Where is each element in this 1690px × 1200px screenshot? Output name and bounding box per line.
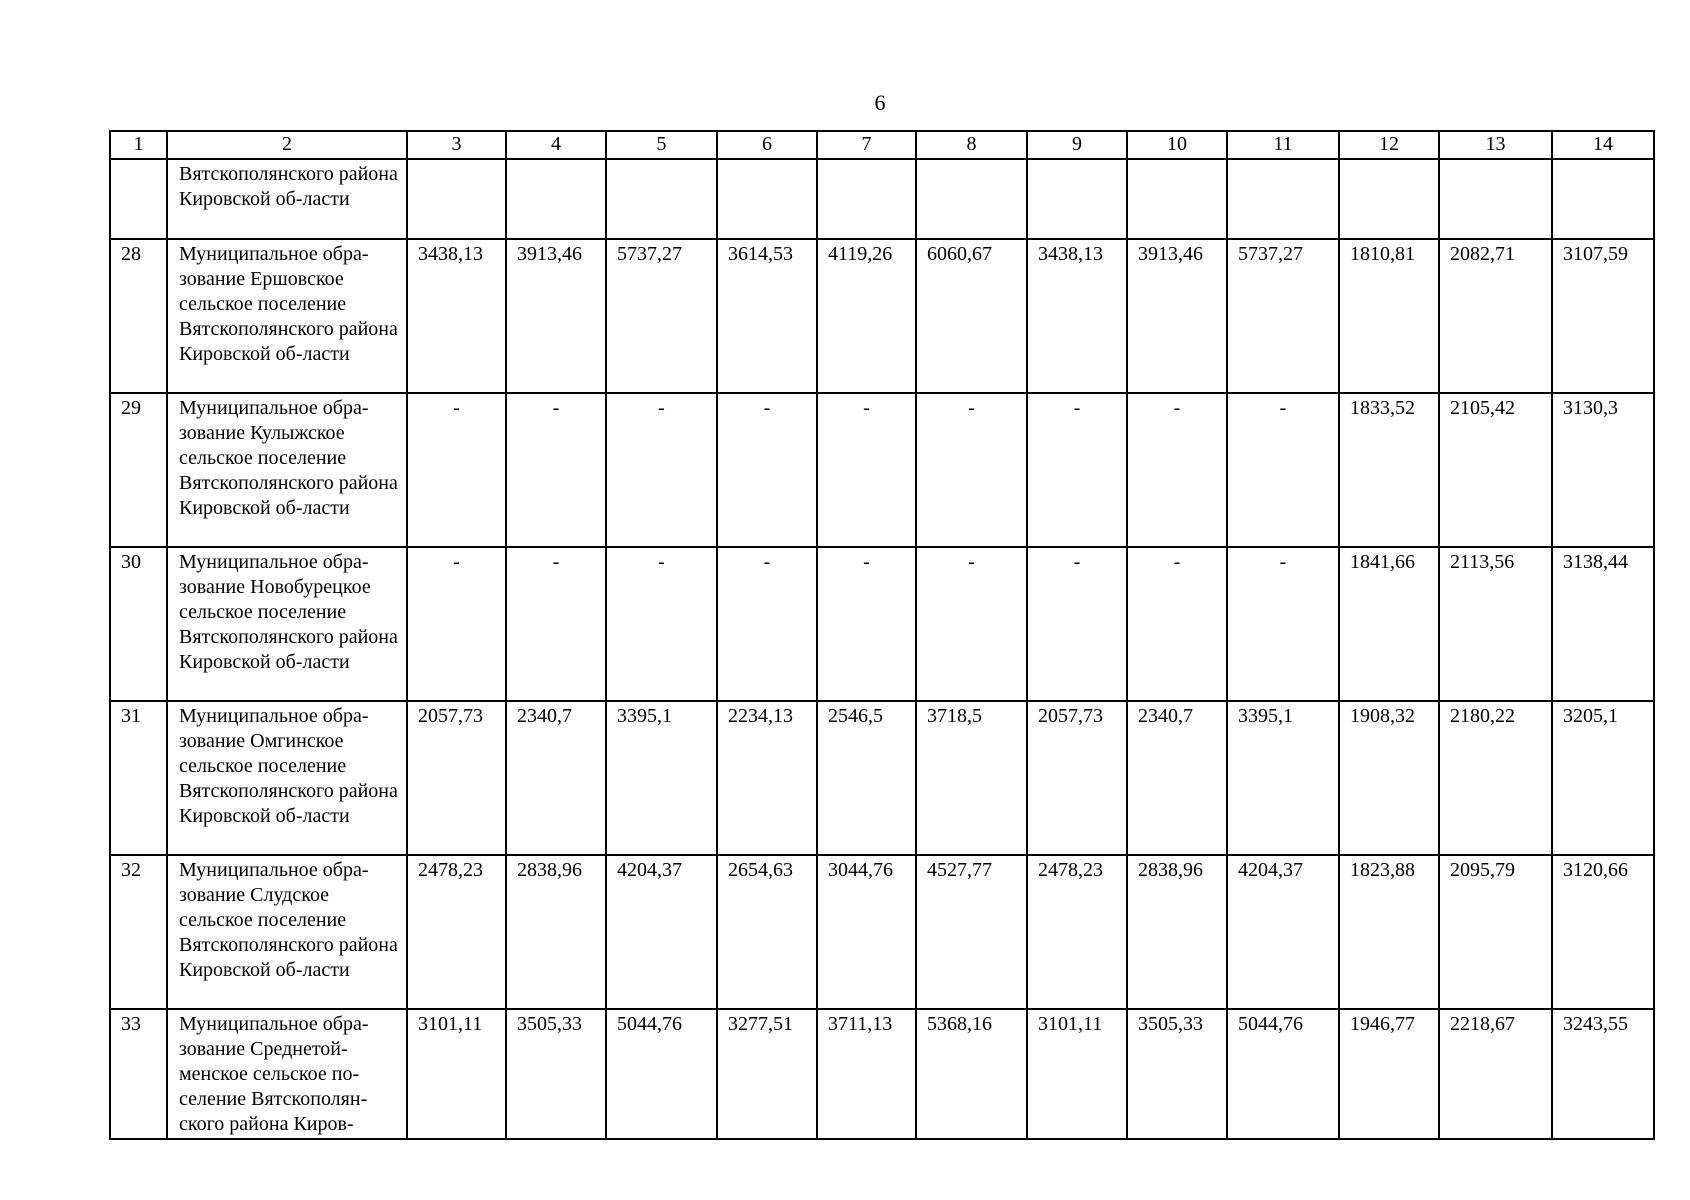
value-cell: 2838,96: [1127, 855, 1227, 1009]
table-row: [110, 239, 1654, 393]
value-cell: [1027, 159, 1127, 239]
municipality-name: Муниципальное обра-зование Слудское сельское поселение Вятскополянского района Кировской об-ласти: [167, 855, 407, 1009]
value-cell: 3438,13: [407, 239, 506, 393]
value-cell: 3205,1: [1552, 701, 1654, 855]
value-cell: 2057,73: [407, 701, 506, 855]
value-cell: 3711,13: [817, 1009, 916, 1139]
value-cell: 2218,67: [1439, 1009, 1552, 1139]
value-cell: 2234,13: [717, 701, 817, 855]
value-cell: -: [1127, 547, 1227, 701]
column-header: 13: [1439, 131, 1552, 159]
table-row: [110, 701, 1654, 855]
value-cell: 3277,51: [717, 1009, 817, 1139]
value-cell: 2340,7: [1127, 701, 1227, 855]
tariff-table: [109, 130, 1655, 1140]
value-cell: [1339, 159, 1439, 239]
column-header: 10: [1127, 131, 1227, 159]
value-cell: -: [407, 547, 506, 701]
value-cell: 3438,13: [1027, 239, 1127, 393]
value-cell: [1552, 159, 1654, 239]
column-header: 6: [717, 131, 817, 159]
value-cell: -: [407, 393, 506, 547]
value-cell: 4204,37: [606, 855, 717, 1009]
table-row: [110, 393, 1654, 547]
value-cell: 2180,22: [1439, 701, 1552, 855]
row-number: 30: [110, 547, 167, 701]
value-cell: 3395,1: [606, 701, 717, 855]
value-cell: 3718,5: [916, 701, 1027, 855]
value-cell: -: [817, 393, 916, 547]
value-cell: 2654,63: [717, 855, 817, 1009]
table-header-row: [110, 131, 1654, 159]
value-cell: 5737,27: [606, 239, 717, 393]
value-cell: 1810,81: [1339, 239, 1439, 393]
column-header: 4: [506, 131, 606, 159]
column-header: 11: [1227, 131, 1339, 159]
page-number: 6: [874, 90, 886, 115]
value-cell: [1439, 159, 1552, 239]
value-cell: 1946,77: [1339, 1009, 1439, 1139]
column-header: 2: [167, 131, 407, 159]
value-cell: -: [1027, 547, 1127, 701]
value-cell: [916, 159, 1027, 239]
value-cell: 2082,71: [1439, 239, 1552, 393]
value-cell: [1127, 159, 1227, 239]
column-header: 1: [110, 131, 167, 159]
table-row: [110, 159, 1654, 239]
value-cell: [606, 159, 717, 239]
row-number: 31: [110, 701, 167, 855]
value-cell: -: [916, 393, 1027, 547]
value-cell: 2340,7: [506, 701, 606, 855]
municipality-name: Вятскополянского района Кировской об-ласти: [167, 159, 407, 239]
value-cell: -: [717, 547, 817, 701]
municipality-name: Муниципальное обра-зование Ершовское сельское поселение Вятскополянского района Кировской об-ласти: [167, 239, 407, 393]
value-cell: 5737,27: [1227, 239, 1339, 393]
municipality-name: Муниципальное обра-зование Новобурецкое сельское поселение Вятскополянского района Кировской об-ласти: [167, 547, 407, 701]
column-header: 5: [606, 131, 717, 159]
row-number: [110, 159, 167, 239]
value-cell: 2478,23: [407, 855, 506, 1009]
value-cell: 2113,56: [1439, 547, 1552, 701]
table-row: [110, 1009, 1654, 1139]
value-cell: 3120,66: [1552, 855, 1654, 1009]
value-cell: [1227, 159, 1339, 239]
value-cell: 1841,66: [1339, 547, 1439, 701]
table-body: [110, 159, 1654, 1139]
value-cell: 2057,73: [1027, 701, 1127, 855]
table-row: [110, 547, 1654, 701]
value-cell: 3505,33: [1127, 1009, 1227, 1139]
table-row: [110, 855, 1654, 1009]
value-cell: [506, 159, 606, 239]
value-cell: -: [606, 393, 717, 547]
value-cell: 3044,76: [817, 855, 916, 1009]
value-cell: -: [817, 547, 916, 701]
value-cell: 5044,76: [606, 1009, 717, 1139]
value-cell: 3107,59: [1552, 239, 1654, 393]
value-cell: -: [1227, 393, 1339, 547]
value-cell: 2095,79: [1439, 855, 1552, 1009]
column-header: 12: [1339, 131, 1439, 159]
column-header: 14: [1552, 131, 1654, 159]
value-cell: 3505,33: [506, 1009, 606, 1139]
value-cell: 3130,3: [1552, 393, 1654, 547]
value-cell: -: [606, 547, 717, 701]
value-cell: 3395,1: [1227, 701, 1339, 855]
value-cell: -: [506, 393, 606, 547]
value-cell: 3614,53: [717, 239, 817, 393]
value-cell: 3913,46: [506, 239, 606, 393]
value-cell: 4119,26: [817, 239, 916, 393]
value-cell: -: [916, 547, 1027, 701]
row-number: 33: [110, 1009, 167, 1139]
municipality-name: Муниципальное обра-зование Среднетой-менское сельское по-селение Вятскополян-ского района Киров-: [167, 1009, 407, 1139]
value-cell: 3913,46: [1127, 239, 1227, 393]
value-cell: [717, 159, 817, 239]
value-cell: 2105,42: [1439, 393, 1552, 547]
column-header: 8: [916, 131, 1027, 159]
value-cell: 3101,11: [1027, 1009, 1127, 1139]
row-number: 32: [110, 855, 167, 1009]
value-cell: [817, 159, 916, 239]
row-number: 28: [110, 239, 167, 393]
column-header: 9: [1027, 131, 1127, 159]
value-cell: 3243,55: [1552, 1009, 1654, 1139]
value-cell: 5044,76: [1227, 1009, 1339, 1139]
value-cell: -: [717, 393, 817, 547]
municipality-name: Муниципальное обра-зование Кулыжское сельское поселение Вятскополянского района Кировской об-ласти: [167, 393, 407, 547]
value-cell: 4204,37: [1227, 855, 1339, 1009]
column-header: 3: [407, 131, 506, 159]
value-cell: 1833,52: [1339, 393, 1439, 547]
municipality-name: Муниципальное обра-зование Омгинское сельское поселение Вятскополянского района Кировской об-ласти: [167, 701, 407, 855]
value-cell: 3138,44: [1552, 547, 1654, 701]
row-number: 29: [110, 393, 167, 547]
value-cell: 1823,88: [1339, 855, 1439, 1009]
column-header: 7: [817, 131, 916, 159]
value-cell: 5368,16: [916, 1009, 1027, 1139]
value-cell: 3101,11: [407, 1009, 506, 1139]
value-cell: [407, 159, 506, 239]
value-cell: -: [1227, 547, 1339, 701]
value-cell: -: [1027, 393, 1127, 547]
value-cell: 2838,96: [506, 855, 606, 1009]
value-cell: -: [1127, 393, 1227, 547]
value-cell: -: [506, 547, 606, 701]
value-cell: 2546,5: [817, 701, 916, 855]
value-cell: 1908,32: [1339, 701, 1439, 855]
value-cell: 6060,67: [916, 239, 1027, 393]
value-cell: 2478,23: [1027, 855, 1127, 1009]
value-cell: 4527,77: [916, 855, 1027, 1009]
